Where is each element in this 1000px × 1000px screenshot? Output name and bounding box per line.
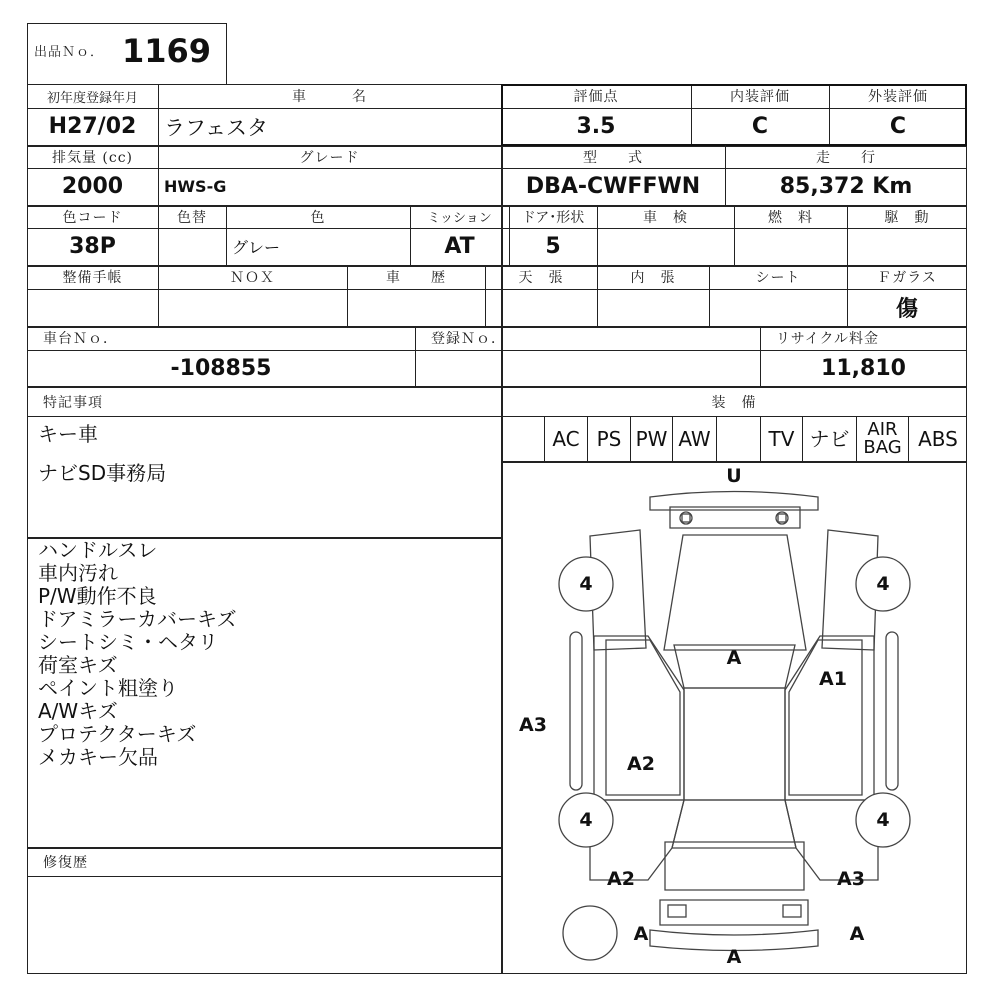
grade-label: グレード	[299, 149, 360, 166]
registration-number-label: 登録Ｎｏ．	[431, 331, 506, 347]
note-line: シートシミ・ヘタリ	[38, 630, 218, 654]
notes-list	[38, 539, 488, 769]
equipment-ac: AC	[545, 416, 588, 461]
note-line: ドアミラーカバーキズ	[38, 607, 237, 631]
damage-mark: A3	[519, 714, 547, 736]
note-line: キー車	[38, 422, 98, 446]
note-line: 車内汚れ	[38, 561, 118, 585]
inspection-label: 車 検	[643, 209, 688, 226]
mileage-label: 走 行	[816, 149, 876, 166]
nox-label: ＮＯＸ	[230, 270, 275, 286]
damage-mark: A1	[819, 668, 847, 690]
equipment-pw: PW	[631, 416, 673, 461]
equipment-label: 装 備	[711, 394, 757, 411]
drive-value	[847, 228, 967, 265]
repair-history-label: 修復歴	[43, 855, 88, 871]
equipment-cell	[717, 416, 761, 461]
notes-label: 特記事項	[43, 394, 103, 411]
damage-mark: A	[726, 946, 742, 968]
divider	[27, 876, 501, 877]
exterior-grade-value: C	[889, 114, 907, 139]
recycle-fee-value: 11,810	[821, 355, 906, 381]
damage-mark: U	[726, 465, 742, 487]
damage-mark: A	[849, 923, 865, 945]
equipment-row	[501, 416, 967, 461]
damage-mark: 4	[579, 573, 593, 595]
equipment-airbag: AIR BAG	[857, 416, 909, 461]
note-line: ペイント粗塗り	[38, 676, 178, 700]
divider	[27, 289, 967, 290]
first-registration-label: 初年度登録年月	[46, 90, 138, 106]
equipment-ps: PS	[588, 416, 631, 461]
interior-grade-label: 内装評価	[730, 89, 790, 105]
registration-number-value	[415, 350, 760, 386]
headliner-label: 天 張	[518, 270, 564, 286]
score-value: 3.5	[576, 114, 616, 139]
damage-mark: A2	[607, 868, 635, 890]
equipment-navi: ナビ	[803, 416, 857, 461]
damage-mark: 4	[876, 809, 890, 831]
seat-label: シート	[755, 270, 801, 286]
mission-value: AT	[444, 234, 475, 259]
displacement-label: 排気量 (cc)	[51, 149, 134, 166]
note-line: ハンドルスレ	[38, 538, 158, 562]
repaint-label: 色替	[177, 209, 207, 226]
mileage-value: 85,372 Km	[779, 174, 913, 199]
note-line: ナビSD事務局	[38, 461, 167, 485]
displacement-value: 2000	[61, 174, 124, 199]
mission-label: ミッション	[427, 211, 492, 226]
drive-label: 駆 動	[884, 209, 930, 226]
first-registration-value: H27/02	[48, 114, 137, 139]
lot-label: 出品Ｎｏ．	[34, 44, 105, 60]
chassis-number-value: -108855	[170, 355, 272, 381]
repaint-value	[158, 228, 226, 265]
maintenance-book-label: 整備手帳	[62, 270, 123, 286]
model-label: 型 式	[583, 149, 643, 166]
fuel-label: 燃 料	[768, 209, 813, 226]
note-line: P/W動作不良	[38, 584, 157, 608]
note-line: メカキー欠品	[38, 745, 158, 769]
damage-mark: A	[726, 647, 742, 669]
equipment-abs: ABS	[918, 426, 958, 451]
color-code-label: 色コード	[62, 209, 123, 226]
note-line: プロテクターキズ	[38, 722, 197, 746]
interior-grade-value: C	[751, 114, 769, 139]
equipment-cell	[501, 416, 545, 461]
vehicle-history-label: 車 歴	[386, 270, 446, 286]
score-label: 評価点	[573, 89, 619, 105]
note-line: A/Wキズ	[38, 699, 118, 723]
color-code-value: 38P	[69, 234, 116, 259]
damage-mark: A3	[837, 868, 865, 890]
damage-mark: A2	[627, 753, 655, 775]
exterior-grade-label: 外装評価	[868, 89, 928, 105]
car-damage-diagram	[501, 462, 967, 974]
grade-value: HWS-G	[164, 177, 227, 196]
equipment-aw: AW	[673, 416, 717, 461]
interior-trim-label: 内 張	[630, 270, 676, 286]
front-glass-label: Ｆガラス	[877, 270, 937, 286]
damage-mark: 4	[876, 573, 890, 595]
equipment-tv: TV	[761, 416, 803, 461]
car-name-value: ラフェスタ	[164, 115, 268, 140]
car-name-label: 車 名	[292, 89, 367, 105]
color-value: グレー	[232, 238, 281, 257]
damage-mark: 4	[579, 809, 593, 831]
note-line: 荷室キズ	[38, 653, 118, 677]
notes-top	[38, 423, 488, 485]
color-label: 色	[310, 209, 326, 226]
fuel-value	[734, 228, 847, 265]
recycle-fee-label: リサイクル料金	[776, 331, 880, 347]
door-value: 5	[545, 234, 561, 259]
chassis-number-label: 車台Ｎｏ．	[43, 331, 118, 347]
front-glass-value: 傷	[895, 296, 918, 322]
damage-mark: A	[633, 923, 649, 945]
inspection-value	[597, 228, 734, 265]
lot-number: 1169	[122, 32, 212, 70]
model-value: DBA-CWFFWN	[525, 174, 701, 199]
door-label: ドア･形状	[521, 209, 585, 226]
